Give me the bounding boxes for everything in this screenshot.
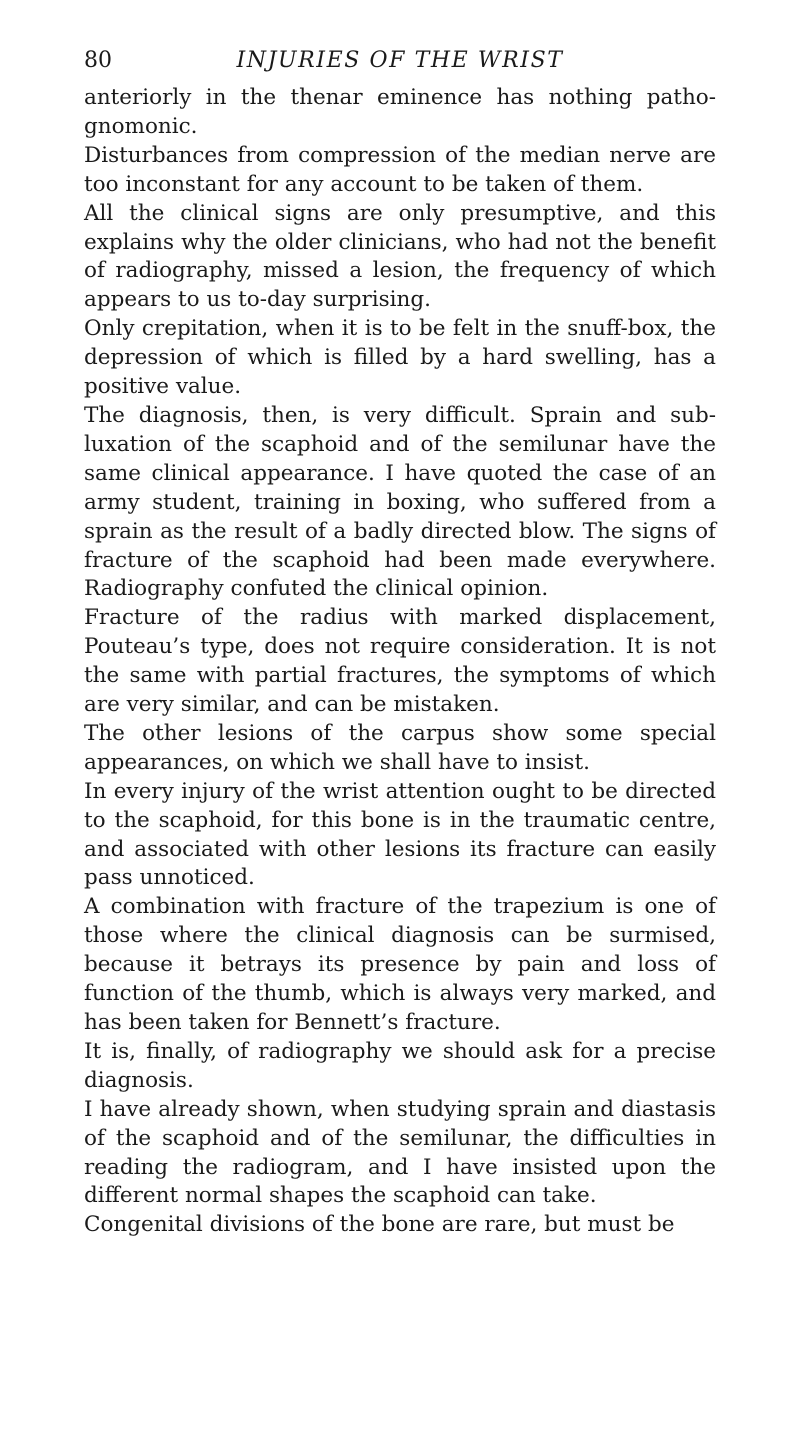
paragraph: Congenital divisions of the bone are rare, but must be <box>84 1212 675 1238</box>
paragraph: The diagnosis, then, is very difficult. Sprain and sub-luxation of the scaphoid and of the semilunar have the same clinical appearance. I have quoted the case of an army student, training in boxing, who suffered from a sprain as the result of a badly directed blow. The signs of fracture of the scaphoid had been made everywhere. Radiography confuted the clinical opinion. <box>84 402 716 602</box>
paragraph: Fracture of the radius with marked displacement, Pouteau’s type, does not require consideration. It is not the same with partial fractures, the symptoms of which are very similar, and can be mistaken. <box>84 605 716 718</box>
paragraph: The other lesions of the carpus show some special appearances, on which we shall have to insist. <box>84 720 716 775</box>
paragraph: In every injury of the wrist attention ought to be directed to the scaphoid, for this bone is in the traumatic centre, and associated with other lesions its fracture can easily pass unnoticed. <box>84 778 716 891</box>
paragraph: It is, finally, of radiography we should ask for a precise diagnosis. <box>84 1038 716 1093</box>
running-head <box>84 46 716 82</box>
paragraph: A combination with fracture of the trapezium is one of those where the clinical diagnosis can be surmised, because it betrays its presence by pain and loss of function of the thumb, which is always very marked, and has been taken for Bennett’s fracture. <box>84 894 716 1035</box>
body-text <box>84 84 716 1240</box>
paragraph: All the clinical signs are only presumptive, and this explains why the older clinicians, who had not the benefit of radiography, missed a lesion, the frequency of which appears to us to-day surprising. <box>84 200 716 313</box>
running-title: INJURIES OF THE WRIST <box>236 48 564 73</box>
paragraph: anteriorly in the thenar eminence has nothing patho-gnomonic. <box>84 85 716 139</box>
paragraph: Disturbances from compression of the median nerve are too inconstant for any account to be taken of them. <box>84 142 716 197</box>
paragraph: I have already shown, when studying sprain and diastasis of the scaphoid and of the semilunar, the difficulties in reading the radiogram, and I have insisted upon the different normal shapes the scaphoid can take. <box>84 1096 716 1209</box>
paragraph: Only crepitation, when it is to be felt in the snuff-box, the depression of which is filled by a hard swelling, has a positive value. <box>84 316 716 400</box>
page-number: 80 <box>84 48 112 73</box>
